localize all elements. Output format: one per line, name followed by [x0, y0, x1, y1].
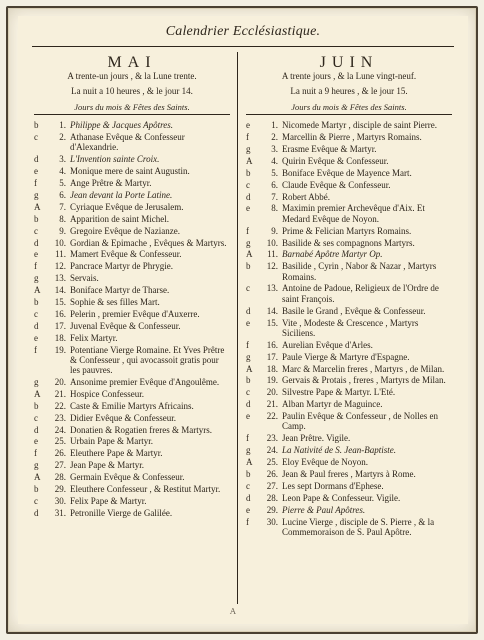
month-intro: A trente jours , & la Lune vingt-neuf.: [281, 71, 417, 82]
day-number: 7.: [59, 201, 66, 212]
calendar-entry: [246, 433, 452, 443]
dominical-letter: e: [34, 249, 38, 260]
dominical-letter: e: [246, 120, 250, 131]
month-nights: La nuit a 10 heures , & le jour 14.: [71, 85, 193, 96]
month-intro: A trente-un jours , & la Lune trente.: [67, 71, 197, 82]
day-number: 21.: [54, 388, 66, 399]
calendar-entry: [246, 120, 452, 130]
calendar-entry: [34, 132, 230, 153]
calendar-entry: [34, 389, 230, 399]
day-number: 22.: [54, 400, 66, 411]
dominical-letter: A: [246, 457, 253, 468]
dominical-letter: g: [246, 445, 251, 456]
day-number: 18.: [266, 363, 278, 374]
day-number: 6.: [59, 189, 66, 200]
day-number: 15.: [54, 296, 66, 307]
dominical-letter: b: [34, 296, 39, 307]
calendar-entry: [34, 321, 230, 331]
saint-entry-text: Les sept Dormans d'Ephese.: [282, 480, 384, 491]
calendar-entry: [34, 413, 230, 423]
day-number: 14.: [266, 305, 278, 316]
saint-entry-text: Eleuthere Pape & Martyr.: [70, 448, 163, 459]
day-number: 24.: [54, 424, 66, 435]
calendar-entry: [34, 401, 230, 411]
day-number: 13.: [54, 273, 66, 284]
day-number: 11.: [55, 249, 66, 260]
dominical-letter: b: [246, 468, 251, 479]
calendar-entry: [34, 214, 230, 224]
dominical-letter: d: [34, 424, 39, 435]
dominical-letter: A: [246, 155, 253, 166]
saint-entry-text: Paulin Evêque & Confesseur , de Nolles en Camp.: [282, 411, 438, 432]
saint-entry-text: Marc & Marcelin freres , Martyrs , de Milan.: [282, 363, 445, 374]
day-number: 17.: [266, 351, 278, 362]
calendar-entry: [246, 238, 452, 248]
day-number: 21.: [266, 399, 278, 410]
saint-entry-text: Jean & Paul freres , Martyrs à Rome.: [282, 468, 416, 479]
dominical-letter: d: [34, 507, 39, 518]
dominical-letter: e: [34, 436, 38, 447]
day-number: 8.: [59, 213, 66, 224]
saint-entry-text: Donatien & Rogatien freres & Martyrs.: [70, 424, 212, 435]
dominical-letter: c: [34, 495, 38, 506]
saint-entry-text: Maximin premier Archevêque d'Aix. Et Medard Evêque de Noyon.: [282, 203, 425, 224]
saint-entry-text: L'Invention sainte Croix.: [70, 154, 160, 165]
saint-entry-text: Caste & Emilie Martyrs Africains.: [70, 400, 194, 411]
saint-entry-text: Basilide , Cyrin , Nabor & Nazar , Martyrs Romains.: [282, 261, 437, 282]
dominical-letter: f: [246, 339, 249, 350]
saint-entry-text: Vite , Modeste & Crescence , Martyrs Siciliens.: [282, 317, 419, 338]
calendar-entry: [246, 156, 452, 166]
saint-entry-text: Quirin Evêque & Confesseur.: [282, 155, 389, 166]
dominical-letter: c: [246, 179, 250, 190]
day-number: 5.: [271, 167, 278, 178]
day-number: 5.: [59, 178, 66, 189]
dominical-letter: c: [34, 412, 38, 423]
section-heading: Jours du mois & Fêtes des Saints.: [246, 102, 452, 115]
calendar-entry: [246, 399, 452, 409]
saint-entry-text: Eloy Evêque de Noyon.: [282, 457, 368, 468]
dominical-letter: e: [246, 203, 250, 214]
calendar-entry: [34, 178, 230, 188]
calendar-entry: [246, 203, 452, 224]
saint-entry-text: Pelerin , premier Evêque d'Auxerre.: [70, 308, 200, 319]
saint-entry-text: Servais.: [70, 273, 99, 284]
dominical-letter: d: [246, 191, 251, 202]
month-title: JUIN: [319, 54, 379, 71]
calendar-entry: [34, 436, 230, 446]
saint-entry-text: Potentiane Vierge Romaine. Et Yves Prêtre & Confesseur , qui avocassoit gratis pour les pauvres.: [70, 344, 225, 376]
calendar-entry: [34, 345, 230, 376]
dominical-letter: A: [34, 201, 41, 212]
calendar-entry: [34, 166, 230, 176]
saint-entry-text: Aurelian Evêque d'Arles.: [282, 339, 373, 350]
day-number: 27.: [266, 480, 278, 491]
dominical-letter: b: [34, 484, 39, 495]
saint-entry-text: Petronille Vierge de Galilée.: [70, 507, 173, 518]
dominical-letter: c: [246, 480, 250, 491]
calendar-entry: [34, 120, 230, 130]
calendar-entry: [34, 297, 230, 307]
dominical-letter: c: [34, 225, 38, 236]
calendar-entry: [246, 318, 452, 339]
day-number: 16.: [54, 308, 66, 319]
day-number: 26.: [266, 468, 278, 479]
saint-entry-text: Robert Abbé.: [282, 191, 330, 202]
dominical-letter: g: [34, 189, 39, 200]
saint-entry-text: Eleuthere Confesseur , & Restitut Martyr.: [70, 484, 221, 495]
photo-frame: [6, 6, 478, 634]
calendar-entry: [34, 377, 230, 387]
saint-entry-text: Marcellin & Pierre , Martyrs Romains.: [282, 132, 422, 143]
calendar-entry: [34, 448, 230, 458]
day-number: 25.: [266, 457, 278, 468]
saint-entry-text: Barnabé Apôtre Martyr Op.: [282, 249, 383, 260]
saint-entry-text: Leon Pape & Confesseur. Vigile.: [282, 492, 401, 503]
calendar-entry: [246, 387, 452, 397]
header-rule: [32, 46, 454, 47]
dominical-letter: f: [246, 433, 249, 444]
dominical-letter: b: [246, 167, 251, 178]
day-number: 25.: [54, 436, 66, 447]
dominical-letter: d: [34, 237, 39, 248]
calendar-entry: [34, 273, 230, 283]
folio-mark: A: [230, 607, 236, 616]
day-number: 17.: [54, 320, 66, 331]
calendar-entry: [246, 481, 452, 491]
calendar-entry: [246, 352, 452, 362]
day-number: 23.: [54, 412, 66, 423]
dominical-letter: A: [34, 285, 41, 296]
saint-entry-text: Alban Martyr de Maguince.: [282, 399, 383, 410]
day-number: 29.: [266, 504, 278, 515]
day-number: 19.: [266, 375, 278, 386]
column-divider: [237, 52, 238, 604]
dominical-letter: A: [246, 363, 253, 374]
calendar-entry: [34, 154, 230, 164]
calendar-entry: [246, 505, 452, 515]
saint-entry-text: Germain Evêque & Confesseur.: [70, 472, 185, 483]
dominical-letter: b: [246, 375, 251, 386]
dominical-letter: f: [246, 516, 249, 527]
dominical-letter: g: [246, 237, 251, 248]
dominical-letter: A: [34, 472, 41, 483]
saint-entry-text: Athanase Evêque & Confesseur d'Alexandrie.: [70, 132, 185, 153]
dominical-letter: d: [246, 305, 251, 316]
calendar-entry: [34, 333, 230, 343]
saint-entry-text: Paule Vierge & Martyre d'Espagne.: [282, 351, 410, 362]
saint-entry-text: Felix Pape & Martyr.: [70, 495, 147, 506]
entries-list: [246, 120, 452, 537]
dominical-letter: c: [34, 308, 38, 319]
saint-entry-text: Boniface Martyr de Tharse.: [70, 285, 170, 296]
saint-entry-text: Apparition de saint Michel.: [70, 213, 169, 224]
calendar-entry: [34, 508, 230, 518]
calendar-entry: [246, 445, 452, 455]
day-number: 30.: [266, 516, 278, 527]
calendar-entry: [246, 493, 452, 503]
day-number: 9.: [59, 225, 66, 236]
dominical-letter: g: [34, 460, 39, 471]
calendar-entry: [246, 306, 452, 316]
dominical-letter: f: [34, 261, 37, 272]
day-number: 15.: [266, 317, 278, 328]
calendar-entry: [34, 460, 230, 470]
saint-entry-text: Lucine Vierge , disciple de S. Pierre , & la Commemoraison de S. Paul Apôtre.: [282, 516, 435, 537]
day-number: 10.: [266, 237, 278, 248]
dominical-letter: f: [246, 225, 249, 236]
dominical-letter: e: [246, 317, 250, 328]
dominical-letter: g: [246, 351, 251, 362]
dominical-letter: d: [34, 154, 39, 165]
entries-list: [34, 120, 230, 518]
dominical-letter: f: [34, 178, 37, 189]
dominical-letter: e: [34, 166, 38, 177]
saint-entry-text: Juvenal Evêque & Confesseur.: [70, 320, 181, 331]
day-number: 2.: [59, 132, 66, 143]
day-number: 4.: [271, 155, 278, 166]
saint-entry-text: Claude Evêque & Confesseur.: [282, 179, 391, 190]
saint-entry-text: Basilide & ses compagnons Martyrs.: [282, 237, 415, 248]
day-number: 23.: [266, 433, 278, 444]
day-number: 20.: [266, 387, 278, 398]
calendar-entry: [246, 411, 452, 432]
dominical-letter: e: [34, 332, 38, 343]
dominical-letter: g: [34, 377, 39, 387]
saint-entry-text: La Nativité de S. Jean-Baptiste.: [282, 445, 396, 456]
day-number: 24.: [266, 445, 278, 456]
saint-entry-text: Antoine de Padoue, Religieux de l'Ordre de saint François.: [282, 283, 439, 304]
saint-entry-text: Felix Martyr.: [70, 332, 118, 343]
day-number: 12.: [266, 261, 278, 272]
saint-entry-text: Hospice Confesseur.: [70, 388, 144, 399]
calendar-entry: [34, 202, 230, 212]
saint-entry-text: Pancrace Martyr de Phrygie.: [70, 261, 173, 272]
dominical-letter: c: [246, 387, 250, 398]
day-number: 14.: [54, 285, 66, 296]
day-number: 27.: [54, 460, 66, 471]
day-number: 28.: [266, 492, 278, 503]
page-header: Calendrier Ecclésiastique.: [165, 24, 321, 39]
calendar-entry: [34, 484, 230, 494]
calendar-entry: [246, 168, 452, 178]
day-number: 1.: [59, 120, 66, 131]
saint-entry-text: Jean Prêtre. Vigile.: [282, 433, 351, 444]
day-number: 28.: [54, 472, 66, 483]
dominical-letter: b: [34, 120, 39, 131]
saint-entry-text: Cyriaque Evêque de Jerusalem.: [70, 201, 184, 212]
calendar-entry: [34, 425, 230, 435]
calendar-entry: [246, 226, 452, 236]
dominical-letter: c: [246, 283, 250, 294]
calendar-entry: [34, 238, 230, 248]
dominical-letter: d: [246, 399, 251, 410]
calendar-entry: [246, 457, 452, 467]
right-column-juin: [246, 50, 452, 610]
calendar-page: [18, 16, 468, 624]
dominical-letter: f: [34, 344, 37, 355]
saint-entry-text: Erasme Evêque & Martyr.: [282, 143, 377, 154]
day-number: 30.: [54, 495, 66, 506]
calendar-entry: [246, 192, 452, 202]
day-number: 22.: [266, 411, 278, 422]
saint-entry-text: Ansonime premier Evêque d'Angoulême.: [70, 377, 220, 387]
day-number: 11.: [267, 249, 278, 260]
day-number: 19.: [54, 344, 66, 355]
dominical-letter: d: [34, 320, 39, 331]
saint-entry-text: Boniface Evêque de Mayence Mart.: [282, 167, 412, 178]
saint-entry-text: Mamert Evêque & Confesseur.: [70, 249, 182, 260]
calendar-entry: [246, 469, 452, 479]
dominical-letter: b: [34, 400, 39, 411]
month-nights: La nuit a 9 heures , & le jour 15.: [290, 85, 408, 96]
dominical-letter: g: [34, 273, 39, 284]
saint-entry-text: Sophie & ses filles Mart.: [70, 296, 160, 307]
month-title: MAI: [107, 54, 157, 71]
saint-entry-text: Gervais & Protais , freres , Martyrs de Milan.: [282, 375, 446, 386]
dominical-letter: d: [246, 492, 251, 503]
day-number: 1.: [271, 120, 278, 131]
dominical-letter: b: [246, 261, 251, 272]
day-number: 4.: [59, 166, 66, 177]
calendar-entry: [246, 283, 452, 304]
saint-entry-text: Silvestre Pape & Martyr. L'Eté.: [282, 387, 396, 398]
calendar-entry: [34, 249, 230, 259]
saint-entry-text: Jean Pape & Martyr.: [70, 460, 144, 471]
calendar-entry: [34, 496, 230, 506]
calendar-entry: [246, 364, 452, 374]
day-number: 8.: [271, 203, 278, 214]
calendar-entry: [246, 517, 452, 538]
day-number: 3.: [271, 143, 278, 154]
day-number: 9.: [271, 225, 278, 236]
calendar-entry: [246, 375, 452, 385]
day-number: 18.: [54, 332, 66, 343]
dominical-letter: e: [246, 504, 250, 515]
saint-entry-text: Didier Evêque & Confesseur.: [70, 412, 176, 423]
saint-entry-text: Ange Prêtre & Martyr.: [70, 178, 152, 189]
dominical-letter: f: [34, 448, 37, 459]
day-number: 3.: [59, 154, 66, 165]
calendar-entry: [34, 190, 230, 200]
saint-entry-text: Pierre & Paul Apôtres.: [282, 504, 366, 515]
calendar-entry: [34, 285, 230, 295]
dominical-letter: A: [34, 388, 41, 399]
day-number: 2.: [271, 132, 278, 143]
saint-entry-text: Urbain Pape & Martyr.: [70, 436, 153, 447]
saint-entry-text: Nicomede Martyr , disciple de saint Pierre.: [282, 120, 437, 131]
saint-entry-text: Philippe & Jacques Apôtres.: [70, 120, 173, 131]
dominical-letter: e: [246, 411, 250, 422]
left-column-mai: [34, 50, 230, 610]
day-number: 12.: [54, 261, 66, 272]
dominical-letter: A: [246, 249, 253, 260]
saint-entry-text: Basile le Grand , Evêque & Confesseur.: [282, 305, 426, 316]
calendar-entry: [246, 249, 452, 259]
calendar-entry: [34, 309, 230, 319]
day-number: 10.: [54, 237, 66, 248]
day-number: 13.: [266, 283, 278, 294]
saint-entry-text: Gregoire Evêque de Nazianze.: [70, 225, 180, 236]
day-number: 16.: [266, 339, 278, 350]
calendar-entry: [34, 472, 230, 482]
section-heading: Jours du mois & Fêtes des Saints.: [34, 102, 230, 115]
calendar-entry: [246, 261, 452, 282]
saint-entry-text: Jean devant la Porte Latine.: [70, 189, 173, 200]
dominical-letter: g: [246, 143, 251, 154]
day-number: 29.: [54, 484, 66, 495]
day-number: 7.: [271, 191, 278, 202]
dominical-letter: c: [34, 132, 38, 143]
saint-entry-text: Prime & Felician Martyrs Romains.: [282, 225, 412, 236]
calendar-entry: [246, 180, 452, 190]
calendar-entry: [34, 226, 230, 236]
calendar-entry: [34, 261, 230, 271]
calendar-entry: [246, 132, 452, 142]
saint-entry-text: Monique mere de saint Augustin.: [70, 166, 190, 177]
dominical-letter: f: [246, 132, 249, 143]
dominical-letter: b: [34, 213, 39, 224]
day-number: 20.: [54, 377, 66, 387]
saint-entry-text: Gordian & Epimache , Evêques & Martyrs.: [70, 237, 227, 248]
day-number: 26.: [54, 448, 66, 459]
day-number: 31.: [54, 507, 66, 518]
day-number: 6.: [271, 179, 278, 190]
calendar-entry: [246, 340, 452, 350]
calendar-entry: [246, 144, 452, 154]
